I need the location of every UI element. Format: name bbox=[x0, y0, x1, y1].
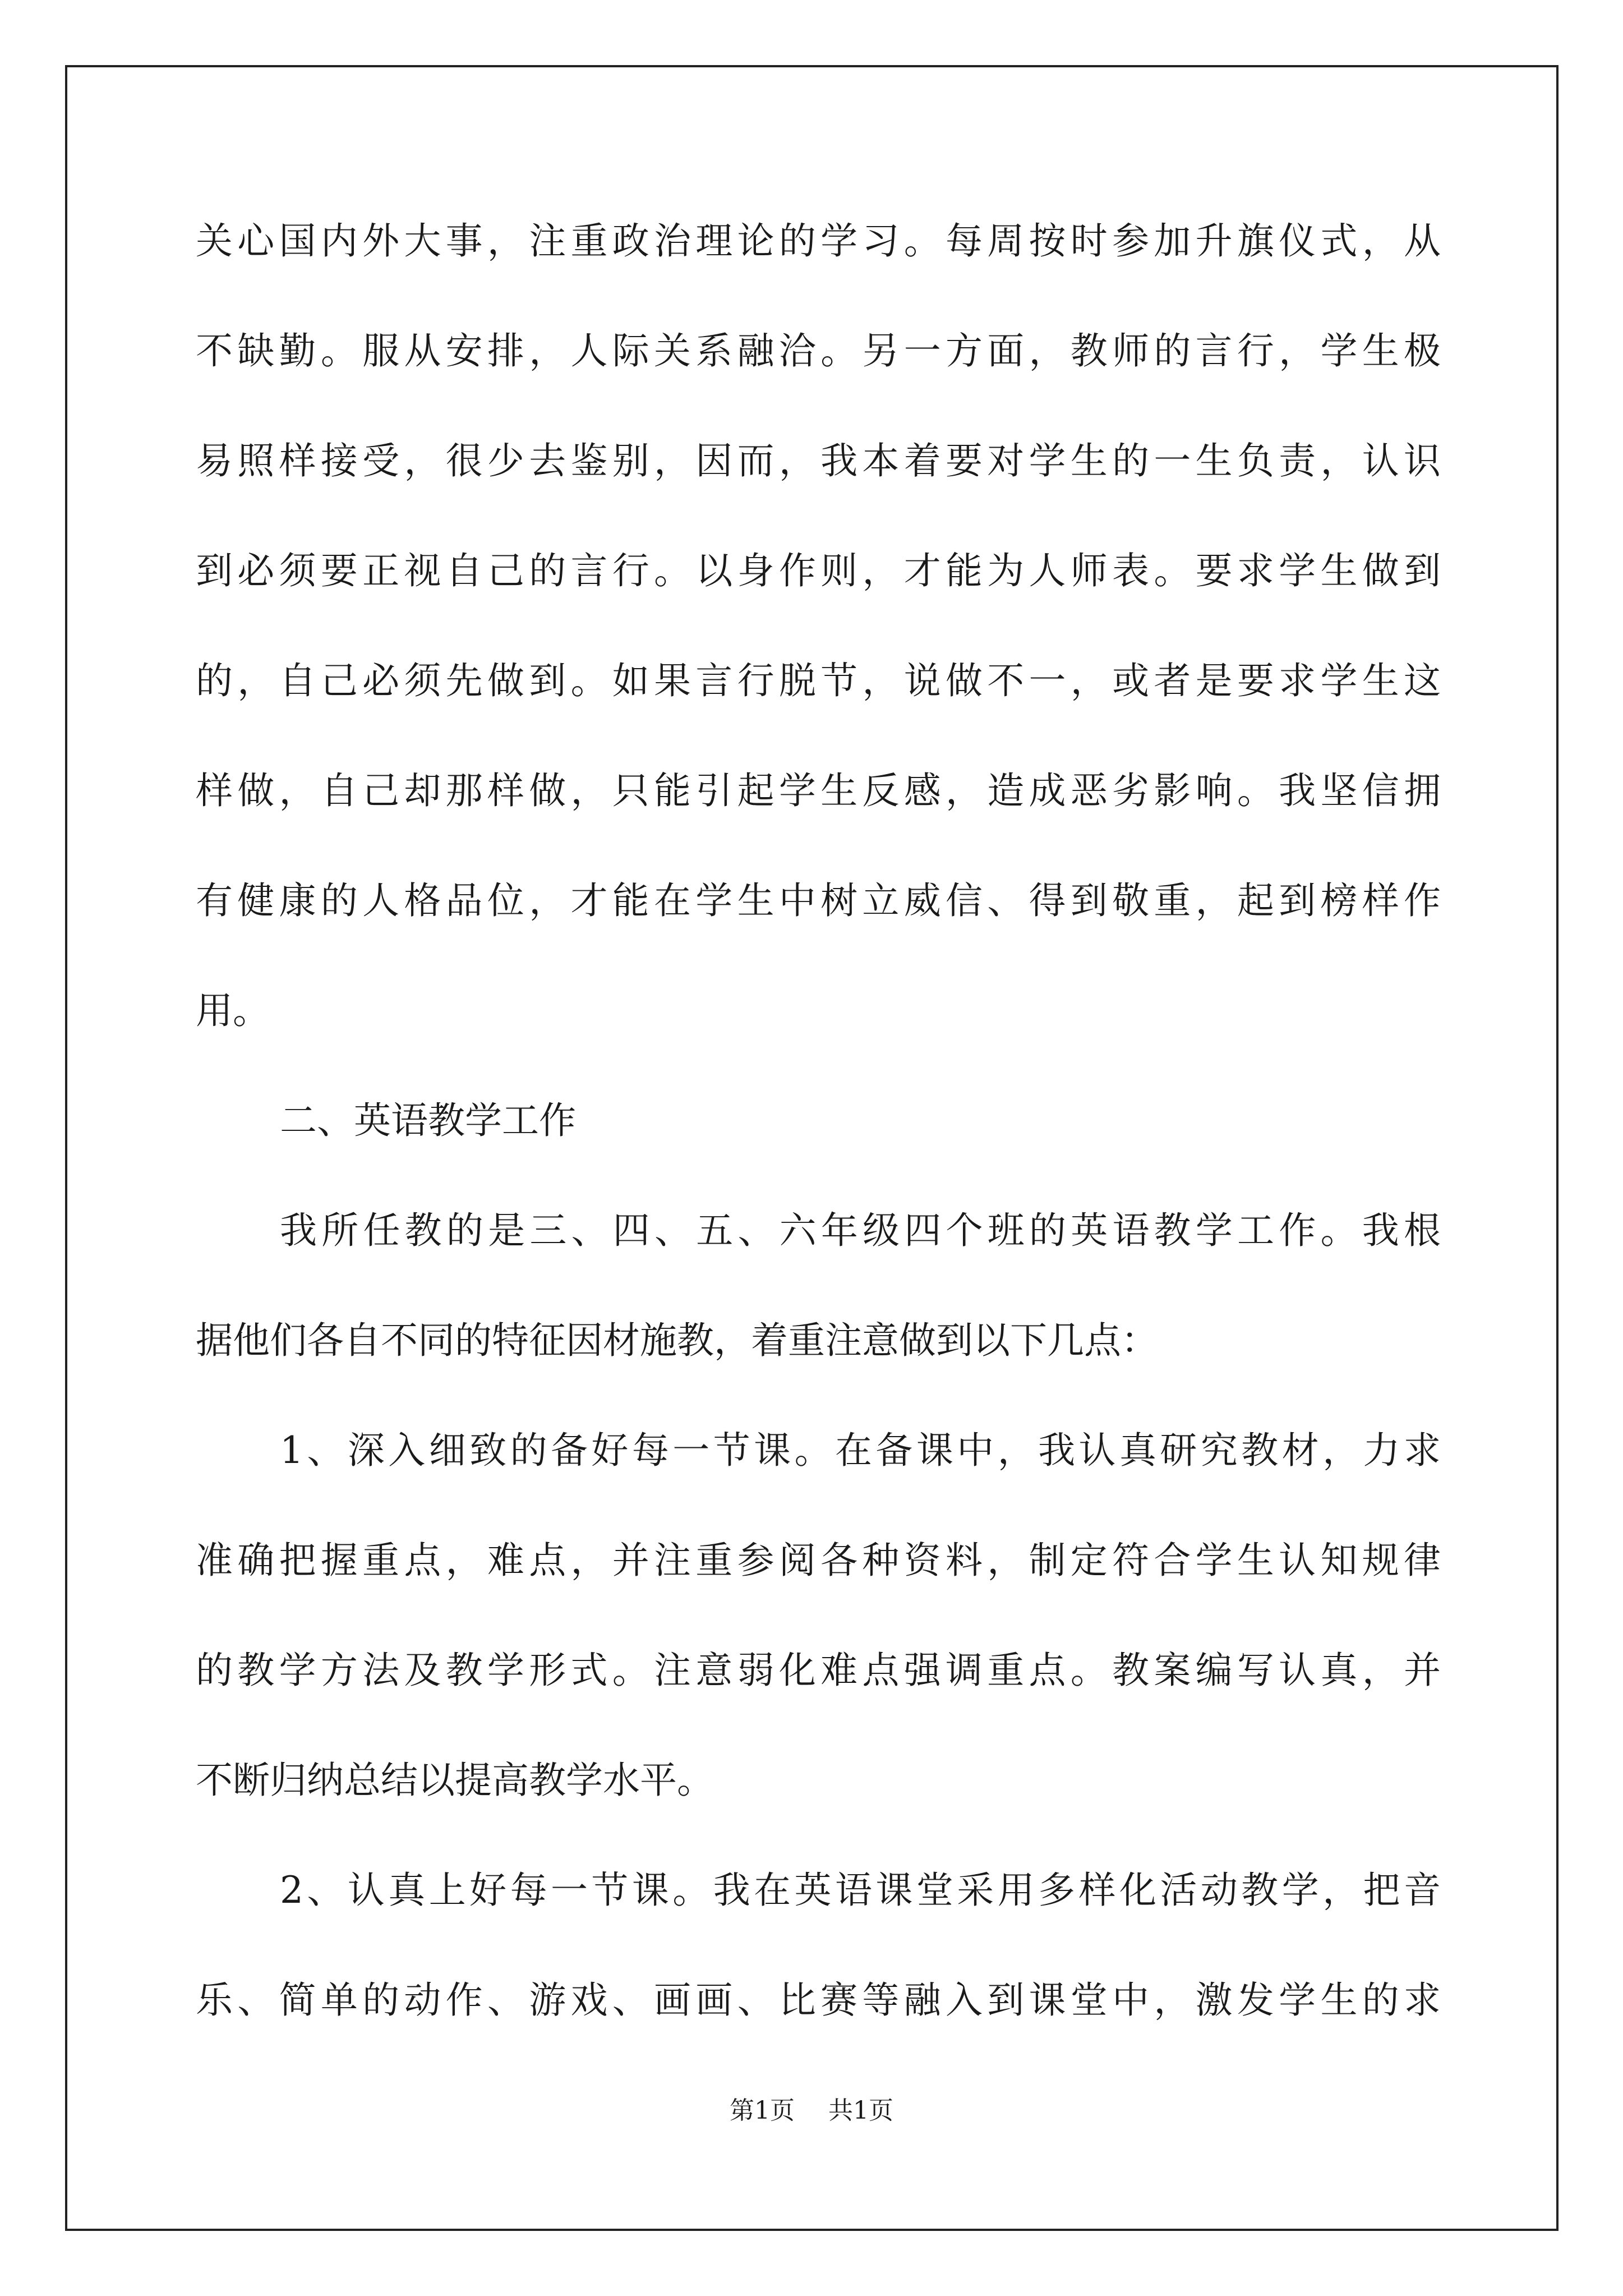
paragraph-line: 关心国内外大事，注重政治理论的学习。每周按时参加升旗仪式，从 bbox=[196, 219, 1441, 263]
paragraph-line: 乐、简单的动作、游戏、画画、比赛等融入到课堂中，激发学生的求 bbox=[196, 1978, 1441, 2022]
paragraph-line: 易照样接受，很少去鉴别，因而，我本着要对学生的一生负责，认识 bbox=[196, 439, 1441, 482]
paragraph-line: 1、深入细致的备好每一节课。在备课中，我认真研究教材，力求 bbox=[280, 1429, 1441, 1472]
paragraph-line: 有健康的人格品位，才能在学生中树立威信、得到敬重，起到榜样作 bbox=[196, 879, 1441, 922]
paragraph-line: 不断归纳总结以提高教学水平。 bbox=[196, 1759, 714, 1802]
page-footer bbox=[0, 2090, 1623, 2126]
paragraph-line: 的教学方法及教学形式。注意弱化难点强调重点。教案编写认真，并 bbox=[196, 1649, 1441, 1692]
paragraph-line: 到必须要正视自己的言行。以身作则，才能为人师表。要求学生做到 bbox=[196, 549, 1441, 592]
paragraph-line: 样做，自己却那样做，只能引起学生反感，造成恶劣影响。我坚信拥 bbox=[196, 769, 1441, 812]
paragraph-line: 据他们各自不同的特征因材施教，着重注意做到以下几点： bbox=[196, 1319, 1158, 1362]
paragraph-line: 准确把握重点，难点，并注重参阅各种资料，制定符合学生认知规律 bbox=[196, 1539, 1441, 1582]
paragraph-line: 的，自己必须先做到。如果言行脱节，说做不一，或者是要求学生这 bbox=[196, 659, 1441, 702]
section-heading: 二、英语教学工作 bbox=[280, 1099, 576, 1142]
paragraph-line: 不缺勤。服从安排，人际关系融洽。另一方面，教师的言行，学生极 bbox=[196, 329, 1441, 372]
page-number: 第1页 bbox=[730, 2096, 795, 2125]
paragraph-line: 2、认真上好每一节课。我在英语课堂采用多样化活动教学，把音 bbox=[280, 1869, 1441, 1912]
paragraph-line: 用。 bbox=[196, 989, 270, 1032]
paragraph-line: 我所任教的是三、四、五、六年级四个班的英语教学工作。我根 bbox=[280, 1209, 1441, 1252]
page-total: 共1页 bbox=[828, 2096, 893, 2125]
